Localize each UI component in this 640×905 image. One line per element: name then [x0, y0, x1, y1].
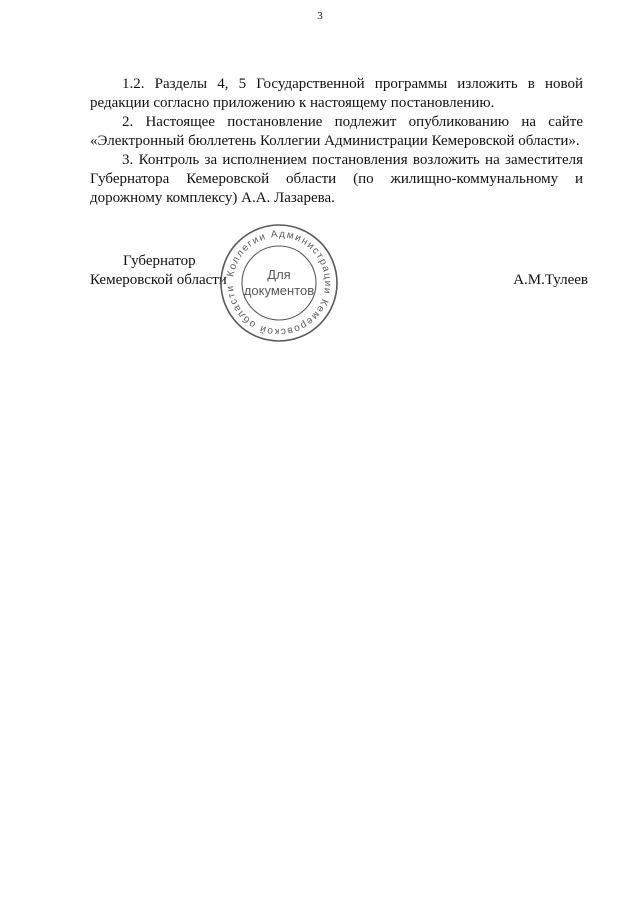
page-number: 3	[317, 10, 323, 22]
stamp-ring-text: Коллегии Администрации Кемеровской области	[225, 228, 334, 338]
official-stamp	[218, 222, 340, 344]
stamp-seal-icon	[218, 222, 340, 344]
signatory-name: А.М.Тулеев	[513, 272, 588, 288]
stamp-center-line2: документов	[243, 283, 315, 298]
signatory-title-line1: Губернатор	[123, 253, 196, 269]
signatory-title-line2: Кемеровской области	[90, 272, 227, 288]
paragraph-3: 3. Контроль за исполнением постановления возложить на заместителя Губернатора Кемеровской области (по жилищно-коммунальному и дорожному комплексу) А.А. Лазарева.	[90, 152, 583, 206]
paragraph-1-2: 1.2. Разделы 4, 5 Государственной программы изложить в новой редакции согласно приложению к настоящему постановлению.	[90, 76, 583, 111]
paragraph-2: 2. Настоящее постановление подлежит опубликованию на сайте «Электронный бюллетень Коллегии Администрации Кемеровской области».	[90, 114, 583, 149]
stamp-center-line1: Для	[267, 267, 291, 282]
document-body	[90, 75, 583, 208]
